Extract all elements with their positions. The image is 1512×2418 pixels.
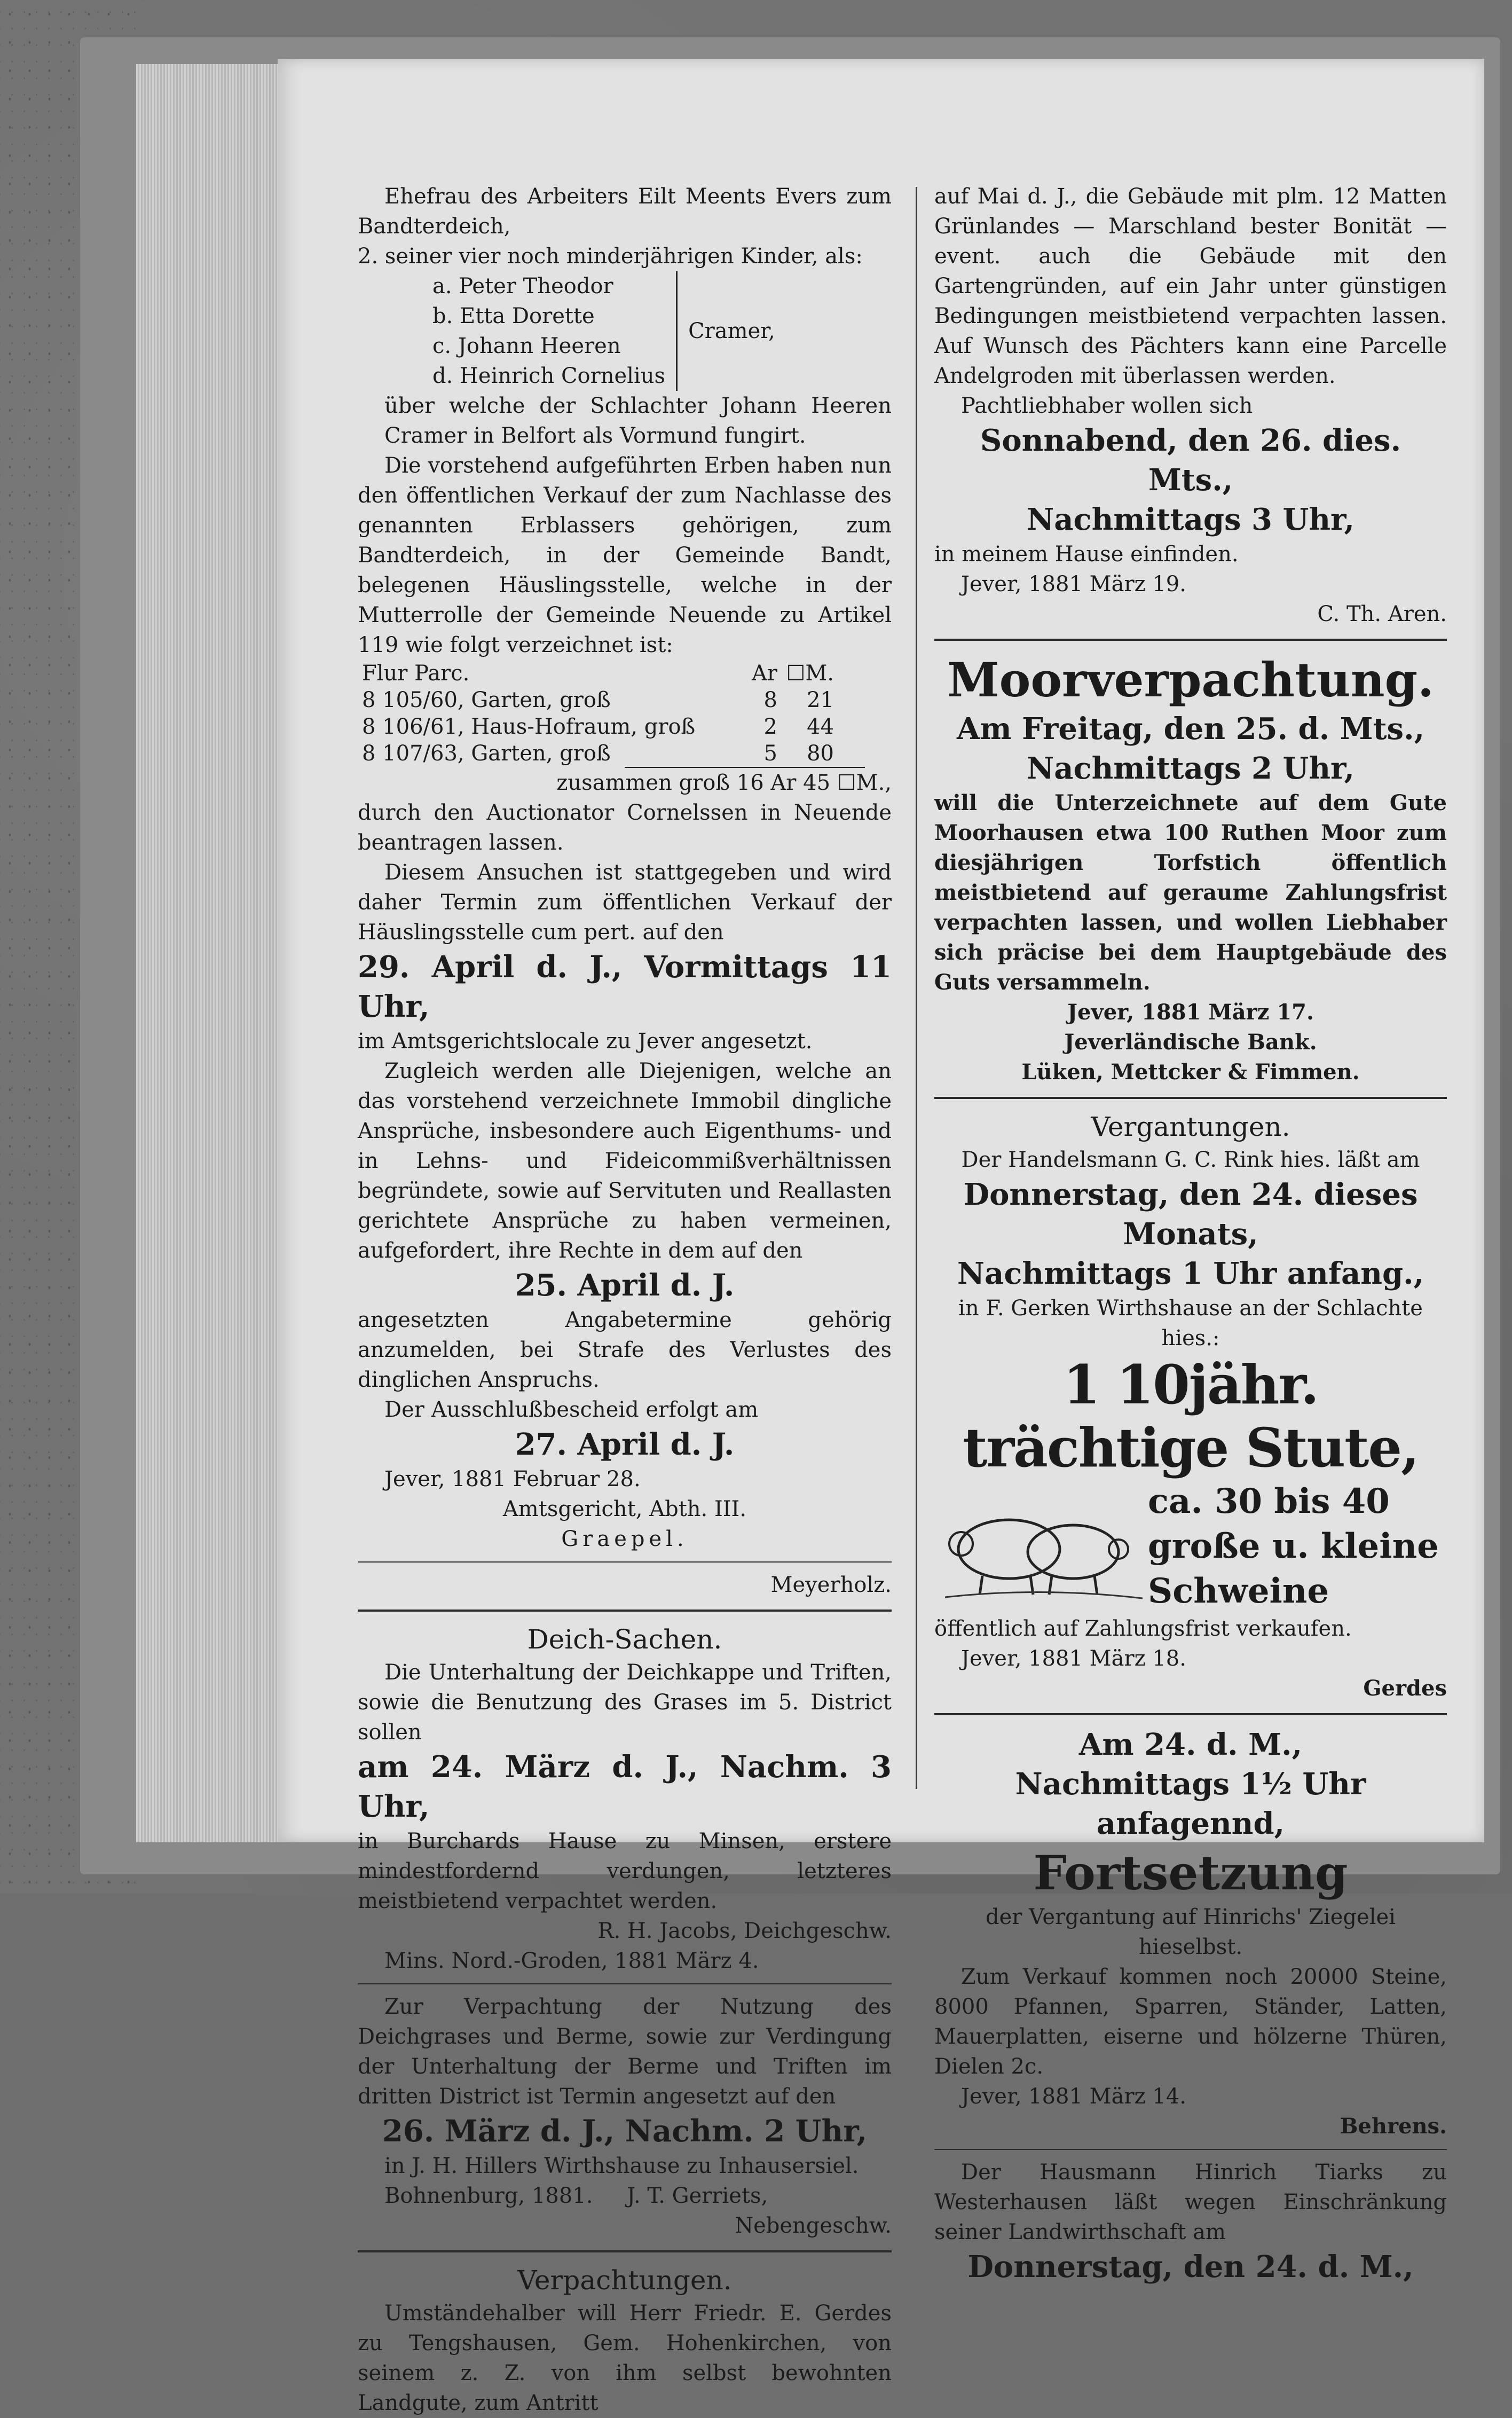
right-column: [934, 182, 1447, 2287]
pacht-time: Nachmittags 3 Uhr,: [1027, 502, 1354, 537]
petition-text: Die vorstehend aufgeführten Erben haben nun den öffentlichen Verkauf der zum Nachlasse des genannten Erblassers gehörigen, zum Bandterdeich, in der Gemeinde Bandt, belegenen Häuslingsstelle, welche in der Mutterrolle der Gemeinde Neuende zu Artikel 119 wie folgt verzeichnet ist:: [358, 453, 892, 657]
sale-venue: im Amtsgerichtslocale zu Jever angesetzt.: [358, 1029, 813, 1054]
children-intro: 2. seiner vier noch minderjährigen Kinder, als:: [358, 244, 863, 269]
intro-line: Ehefrau des Arbeiters Eilt Meents Evers zum Bandterdeich,: [358, 184, 892, 239]
pig-offer: [1148, 1479, 1447, 1614]
children-list: [432, 271, 892, 391]
fort-place: Jever, 1881 März 14.: [961, 2084, 1186, 2109]
deich-place: Mins. Nord.-Groden, 1881 März 4.: [384, 1949, 759, 1973]
pig-label: Schweine: [1148, 1571, 1329, 1611]
parcel-ar: 2: [763, 715, 777, 739]
pig-count: ca. 30 bis 40: [1148, 1481, 1390, 1521]
verg-intro: Der Handelsmann G. C. Rink hies. läßt am: [961, 1148, 1420, 1172]
sale-date: 29. April d. J., Vormittags 11 Uhr,: [358, 949, 892, 1024]
section-rule: [934, 1713, 1447, 1715]
parcel-qm: 21: [807, 688, 834, 712]
child-item: b. Etta Dorette: [432, 304, 595, 328]
pacht-date: Sonnabend, den 26. dies. Mts.,: [980, 423, 1401, 498]
verg-signature: Gerdes: [1363, 1676, 1447, 1701]
fort-time: Nachmittags 1½ Uhr anfagennd,: [1015, 1767, 1366, 1841]
last-date: Donnerstag, den 24. d. M.,: [967, 2249, 1414, 2284]
granted-text: Diesem Ansuchen ist stattgegeben und wird daher Termin zum öffentlichen Verkauf der Häuslingsstelle cum pert. auf den: [358, 860, 892, 945]
parcel-desc: 8 105/60, Garten, groß: [362, 688, 611, 712]
fort-text2: Zum Verkauf kommen noch 20000 Steine, 8000 Pfannen, Sparren, Ständer, Latten, Mauerplatten, eiserne und hölzerne Thüren, Dielen 2c.: [934, 1965, 1447, 2079]
verp-text: Zur Verpachtung der Nutzung des Deichgrases und Berme, sowie zur Verdingung der Unterhaltung der Berme und Triften im dritten District ist Termin angesetzt auf den: [358, 1995, 892, 2109]
verp-signature: J. T. Gerriets,: [627, 2184, 768, 2208]
header-ar: Ar: [751, 661, 777, 686]
moor-place: Jever, 1881 März 17.: [1067, 1000, 1314, 1025]
place-date: Jever, 1881 Februar 28.: [384, 1467, 641, 1491]
moor-bank: Jeverländische Bank.: [1064, 1030, 1317, 1055]
pacht-venue: in meinem Hause einfinden.: [934, 542, 1239, 567]
deich-title: Deich-Sachen.: [527, 1624, 722, 1655]
verp-place: [358, 2181, 892, 2211]
signature-rule: [358, 1561, 892, 1563]
verg-item-mare: 1 10jähr. trächtige Stute,: [963, 1353, 1419, 1479]
header-qm: ☐M.: [786, 661, 834, 686]
verp-venue: in J. H. Hillers Wirthshause zu Inhausersiel.: [384, 2154, 859, 2178]
moor-date: Am Freitag, den 25. d. Mts.,: [956, 711, 1425, 747]
deich-signature: R. H. Jacobs, Deichgeschw.: [597, 1919, 892, 1943]
parcel-qm: 80: [807, 741, 834, 766]
fort-signature: Behrens.: [1340, 2114, 1447, 2139]
child-item: c. Johann Heeren: [432, 334, 621, 358]
claims-text: Zugleich werden alle Diejenigen, welche an das vorstehend verzeichnete Immobil dingliche Ansprüche, insbesondere auch Eigenthums- und in Lehns- und Fideicommißverhältnissen begründete, sowie auf Servituten und Reallasten gerichtete Ansprüche zu haben vermeinen, aufgefordert, ihre Rechte in dem auf den: [358, 1059, 892, 1263]
judge-name: Graepel.: [561, 1527, 688, 1551]
verg-date: Donnerstag, den 24. dieses Monats,: [963, 1177, 1418, 1252]
header-flur: Flur Parc.: [362, 661, 470, 686]
verg-venue: in F. Gerken Wirthshause an der Schlachte hies.:: [958, 1296, 1423, 1351]
fort-title: Fortsetzung: [1033, 1845, 1348, 1901]
decision-text: Der Ausschlußbescheid erfolgt am: [384, 1398, 759, 1422]
children-items: [432, 271, 678, 391]
last-text: Der Hausmann Hinrich Tiarks zu Westerhausen läßt wegen Einschränkung seiner Landwirthschaft am: [934, 2160, 1447, 2244]
pacht-title: Verpachtungen.: [517, 2265, 732, 2296]
table-row: [358, 687, 838, 713]
parcel-ar: 8: [763, 688, 777, 712]
child-item: d. Heinrich Cornelius: [432, 364, 666, 388]
verg-sale: öffentlich auf Zahlungsfrist verkaufen.: [934, 1616, 1352, 1641]
table-row: [358, 713, 838, 740]
pacht-signature: C. Th. Aren.: [1317, 602, 1447, 626]
fort-text1: der Vergantung auf Hinrichs' Ziegelei hieselbst.: [986, 1905, 1396, 1959]
pacht-invite: Pachtliebhaber wollen sich: [961, 394, 1253, 418]
deich-date: am 24. März d. J., Nachm. 3 Uhr,: [358, 1749, 892, 1824]
column-divider: [916, 187, 917, 1789]
verp-place-text: Bohnenburg, 1881.: [384, 2184, 593, 2208]
claims-end-text: angesetzten Angabetermine gehörig anzumelden, bei Strafe des Verlustes des dinglichen Anspruchs.: [358, 1308, 892, 1392]
pig-size: große u. kleine: [1148, 1526, 1439, 1566]
notice-rule: [934, 2149, 1447, 2150]
decision-date: 27. April d. J.: [515, 1427, 735, 1462]
pig-illustration-row: [934, 1479, 1447, 1614]
total-line: zusammen groß 16 Ar 45 ☐M.,: [556, 771, 892, 795]
verp-sign-role: Nebengeschw.: [735, 2213, 892, 2238]
fort-date: Am 24. d. M.,: [1078, 1727, 1303, 1762]
deich-text: Die Unterhaltung der Deichkappe und Triften, sowie die Benutzung des Grases im 5. District sollen: [358, 1660, 892, 1745]
parcel-desc: 8 106/61, Haus-Hofraum, groß: [362, 715, 696, 739]
parcel-table-header: [358, 660, 838, 687]
parcel-qm: 44: [807, 715, 834, 739]
moor-signature: Lüken, Mettcker & Fimmen.: [1021, 1059, 1360, 1085]
section-rule: [358, 2250, 892, 2252]
moor-text: will die Unterzeichnete auf dem Gute Moorhausen etwa 100 Ruthen Moor zum diesjährigen Torfstich öffentlich meistbietend auf geraume Zahlungsfrist verpachten lassen, und wollen Liebhaber sich präcise bei dem Hauptgebäude des Guts versammeln.: [934, 790, 1447, 995]
deich-text2: in Burchards Hause zu Minsen, erstere mindestfordernd verdungen, letzteres meistbietend verpachtet werden.: [358, 1829, 892, 1913]
children-surname: Cramer,: [688, 319, 775, 343]
court-name: Amtsgericht, Abth. III.: [502, 1497, 747, 1521]
section-rule: [934, 1097, 1447, 1099]
pacht-text: Umständehalber will Herr Friedr. E. Gerdes zu Tengshausen, Gem. Hohenkirchen, von seinem z. Z. von ihm selbst bewohnten Landgute, zum Antritt: [358, 2301, 892, 2415]
guardian-text: über welche der Schlachter Johann Heeren Cramer in Belfort als Vormund fungirt.: [384, 394, 892, 448]
verg-time: Nachmittags 1 Uhr anfang.,: [957, 1256, 1424, 1291]
verg-place: Jever, 1881 März 18.: [961, 1646, 1186, 1671]
pig-illustration: [934, 1485, 1148, 1608]
moor-title: Moorverpachtung.: [947, 652, 1434, 708]
section-rule: [358, 1610, 892, 1612]
parcel-ar: 5: [763, 741, 777, 766]
page-edges: [136, 64, 296, 1842]
auctioneer-text: durch den Auctionator Cornelssen in Neuende beantragen lassen.: [358, 800, 892, 855]
parcel-table: [358, 660, 838, 767]
claims-date: 25. April d. J.: [515, 1268, 735, 1303]
newspaper-page: [278, 59, 1484, 2415]
notice-rule: [358, 1983, 892, 1984]
parcel-desc: 8 107/63, Garten, groß: [362, 741, 611, 766]
moor-time: Nachmittags 2 Uhr,: [1027, 751, 1354, 786]
table-row: [358, 740, 838, 767]
clerk-name: Meyerholz.: [770, 1573, 892, 1597]
verg-title: Vergantungen.: [1091, 1111, 1290, 1142]
left-column: [358, 182, 892, 2418]
pacht-cont: auf Mai d. J., die Gebäude mit plm. 12 Matten Grünlandes — Marschland bester Bonität — event. auch die Gebäude mit den Gartengründen, auf ein Jahr unter günstigen Bedingungen meistbietend verpachten lassen. Auf Wunsch des Pächters kann eine Parcelle Andelgroden mit überlassen werden.: [934, 184, 1447, 388]
child-item: a. Peter Theodor: [432, 274, 613, 299]
pacht-place: Jever, 1881 März 19.: [961, 572, 1186, 596]
section-rule: [934, 639, 1447, 641]
verp-date: 26. März d. J., Nachm. 2 Uhr,: [382, 2114, 868, 2149]
